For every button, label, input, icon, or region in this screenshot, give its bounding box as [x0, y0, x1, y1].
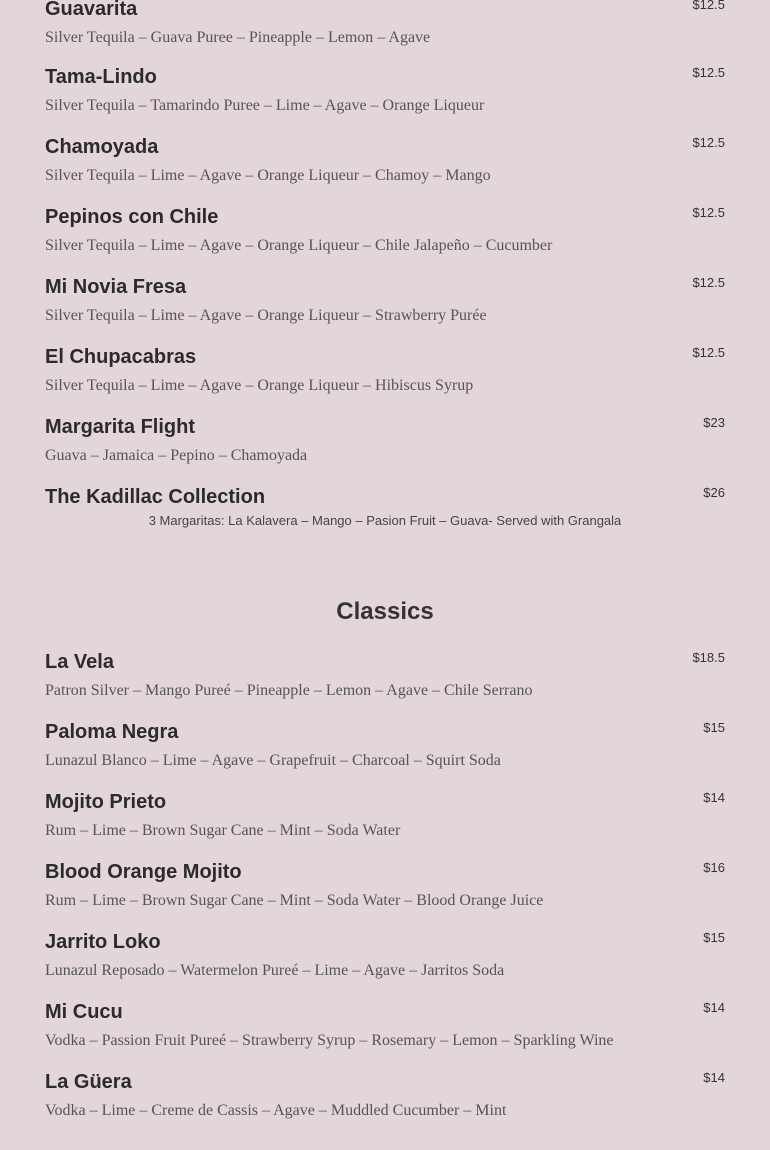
menu-item — [45, 206, 725, 276]
menu-item — [45, 66, 725, 136]
menu-item — [45, 276, 725, 346]
item-name: Mi Novia Fresa — [45, 276, 187, 298]
item-description: Vodka – Lime – Creme de Cassis – Agave – Muddled Cucumber – Mint — [45, 1102, 507, 1119]
item-description: Silver Tequila – Lime – Agave – Orange Liqueur – Chile Jalapeño – Cucumber — [45, 237, 553, 254]
item-price: $12.5 — [692, 65, 725, 80]
item-description: Lunazul Blanco – Lime – Agave – Grapefruit – Charcoal – Squirt Soda — [45, 752, 501, 769]
item-price: $16 — [703, 860, 725, 875]
item-name: Guavarita — [45, 0, 138, 20]
item-name: Blood Orange Mojito — [45, 861, 242, 883]
item-price: $14 — [703, 1000, 725, 1015]
item-description: Silver Tequila – Lime – Agave – Orange Liqueur – Strawberry Purée — [45, 307, 487, 324]
item-description: Silver Tequila – Lime – Agave – Orange Liqueur – Hibiscus Syrup — [45, 377, 474, 394]
menu-item — [45, 1001, 725, 1071]
menu-item — [45, 486, 725, 556]
item-description: Silver Tequila – Tamarindo Puree – Lime – Agave – Orange Liqueur — [45, 97, 485, 114]
item-name: Paloma Negra — [45, 721, 179, 743]
menu-item — [45, 651, 725, 721]
item-description: Rum – Lime – Brown Sugar Cane – Mint – Soda Water – Blood Orange Juice — [45, 892, 544, 909]
item-price: $14 — [703, 790, 725, 805]
menu-item — [45, 416, 725, 486]
menu-item — [45, 0, 725, 68]
item-price: $15 — [703, 720, 725, 735]
item-price: $18.5 — [692, 650, 725, 665]
item-name: Mi Cucu — [45, 1001, 123, 1023]
section-title-classics: Classics — [336, 598, 434, 625]
item-name: Tama-Lindo — [45, 66, 157, 88]
menu-item — [45, 1071, 725, 1141]
item-name: The Kadillac Collection — [45, 486, 266, 508]
item-price: $26 — [703, 485, 725, 500]
menu-item — [45, 931, 725, 1001]
item-price: $12.5 — [692, 345, 725, 360]
item-name: Margarita Flight — [45, 416, 196, 438]
item-description: Rum – Lime – Brown Sugar Cane – Mint – Soda Water — [45, 822, 401, 839]
item-name: La Vela — [45, 651, 114, 673]
item-description: Silver Tequila – Guava Puree – Pineapple – Lemon – Agave — [45, 29, 431, 46]
item-name: Jarrito Loko — [45, 931, 161, 953]
menu-item — [45, 861, 725, 931]
item-description: Lunazul Reposado – Watermelon Pureé – Lime – Agave – Jarritos Soda — [45, 962, 505, 979]
item-description: Silver Tequila – Lime – Agave – Orange Liqueur – Chamoy – Mango — [45, 167, 491, 184]
item-description: Patron Silver – Mango Pureé – Pineapple – Lemon – Agave – Chile Serrano — [45, 682, 533, 699]
item-name: El Chupacabras — [45, 346, 197, 368]
menu-item — [45, 721, 725, 791]
item-price: $23 — [703, 415, 725, 430]
item-name: Mojito Prieto — [45, 791, 167, 813]
item-name: La Güera — [45, 1071, 132, 1093]
item-price: $15 — [703, 930, 725, 945]
item-name: Chamoyada — [45, 136, 159, 158]
item-price: $12.5 — [692, 0, 725, 12]
item-description: Guava – Jamaica – Pepino – Chamoyada — [45, 447, 308, 464]
item-price: $12.5 — [692, 205, 725, 220]
item-description: Vodka – Passion Fruit Pureé – Strawberry Syrup – Rosemary – Lemon – Sparkling Wine — [45, 1032, 614, 1049]
item-price: $14 — [703, 1070, 725, 1085]
menu-item — [45, 791, 725, 861]
item-price: $12.5 — [692, 135, 725, 150]
item-name: Pepinos con Chile — [45, 206, 219, 228]
item-description: 3 Margaritas: La Kalavera – Mango – Pasion Fruit – Guava- Served with Grangala — [148, 513, 622, 528]
menu-item — [45, 136, 725, 206]
menu-item — [45, 346, 725, 416]
item-price: $12.5 — [692, 275, 725, 290]
